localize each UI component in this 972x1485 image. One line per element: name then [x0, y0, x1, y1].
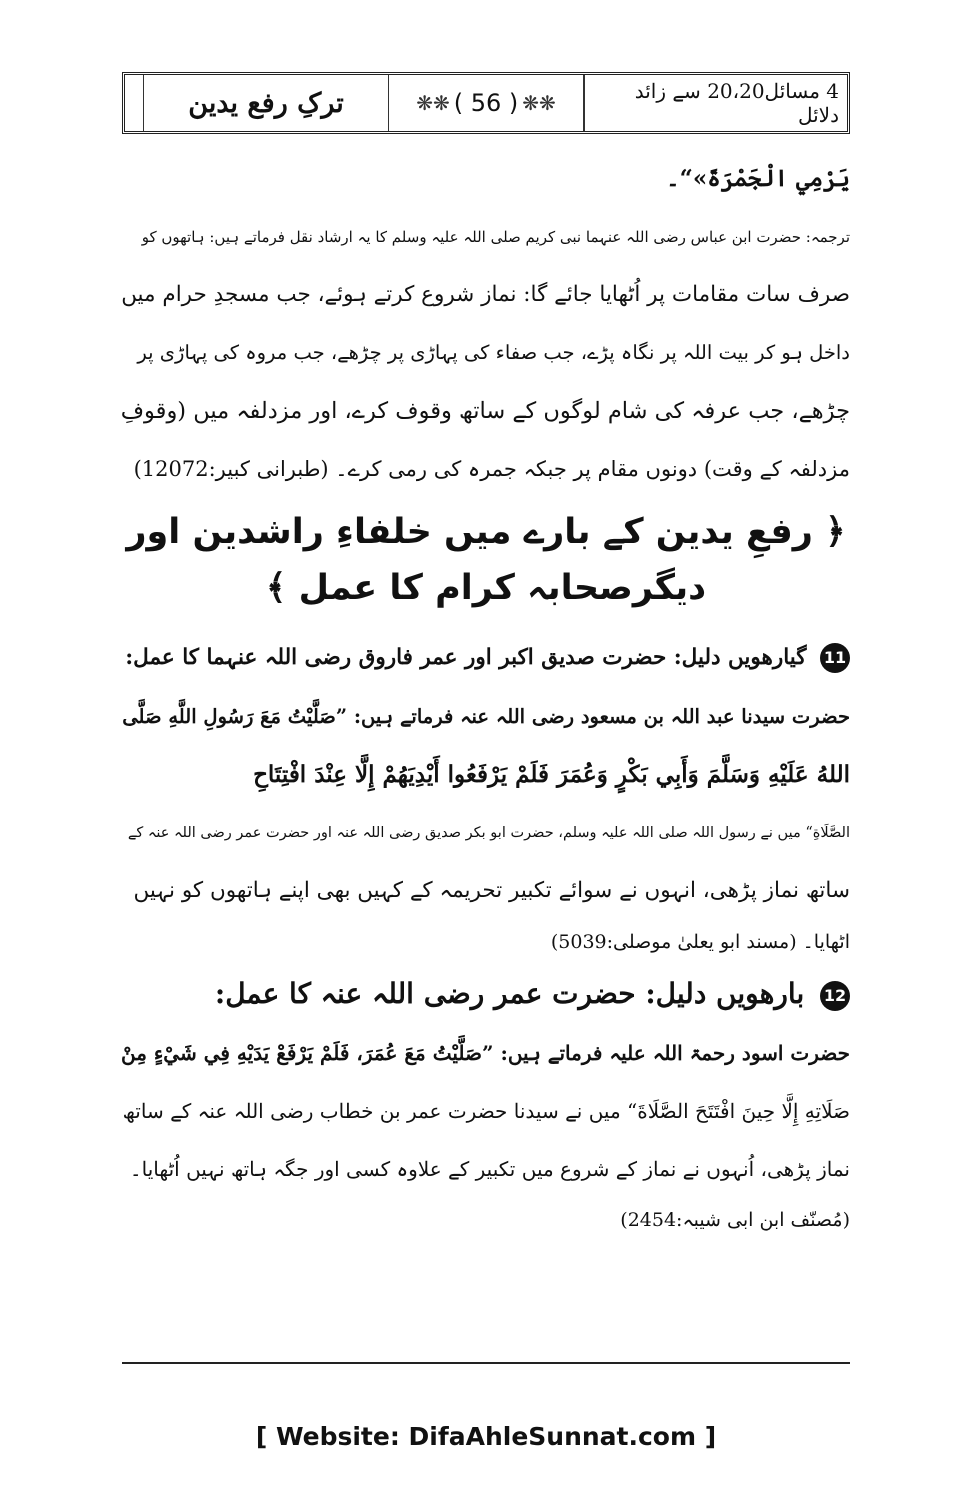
text-line: صرف سات مقامات پر اُٹھایا جائے گا: نماز شروع کرتے ہوئے، جب مسجدِ حرام میں	[121, 282, 850, 307]
reference: اٹھایا۔ (مسند ابو یعلیٰ موصلی:5039)	[550, 931, 850, 953]
page-header	[122, 72, 850, 134]
text-line: اللهُ عَلَيْهِ وَسَلَّمَ وَأَبِي بَكْرٍ وَعُمَرَ فَلَمْ يَرْفَعُوا أَيْدِيَهُمْ إِلَّا عِنْدَ افْتِتَاحِ	[253, 761, 850, 788]
section-heading-line: ﴿ رفعِ یدین کے بارے میں خلفاءِ راشدین اور	[126, 512, 846, 552]
text-line: حضرت اسود رحمۃ اللہ علیہ فرماتے ہیں: ”صَلَّيْتُ مَعَ عُمَرَ، فَلَمْ يَرْفَعْ يَدَيْهِ فِي شَيْءٍ مِنْ	[121, 1041, 850, 1065]
text-line: صَلَاتِهِ إِلَّا حِينَ افْتَتَحَ الصَّلَاةَ“ میں نے سیدنا حضرت عمر بن خطاب رضی اللہ عنہ کے ساتھ	[122, 1099, 850, 1123]
text-line: حضرت سیدنا عبد اللہ بن مسعود رضی اللہ عنہ فرماتے ہیں: ”صَلَّيْتُ مَعَ رَسُولِ اللَّهِ صَلَّى	[122, 705, 850, 728]
text-line: يَرْمِي الْجَمْرَةَ»“۔	[666, 165, 850, 192]
number-badge: 11	[820, 643, 850, 673]
section-heading-line: دیگرصحابہ کرام کا عمل ﴾	[265, 568, 707, 608]
text-line: ترجمہ: حضرت ابن عباس رضی اللہ عنہما نبی کریم صلی اللہ علیہ وسلم کا یہ ارشاد نقل فرماتے ہیں: ہاتھوں کو	[141, 228, 850, 246]
decorative-stars-icon: ❋❋	[522, 91, 556, 115]
page-number: ( 56 )	[453, 89, 519, 117]
page-number-box	[389, 75, 585, 131]
text-line: ساتھ نماز پڑھی، انہوں نے سوائے تکبیر تحریمہ کے کہیں بھی اپنے ہاتھوں کو نہیں	[133, 878, 850, 903]
website-footer: [ Website: DifaAhleSunnat.com ]	[255, 1422, 717, 1451]
sub-heading-11	[122, 628, 850, 688]
book-title: 4 مسائل20،20 سے زائد دلائل	[634, 79, 839, 127]
decorative-stars-icon: ❋❋	[416, 91, 450, 115]
reference: (مُصنّف ابن ابی شیبہ:2454)	[620, 1209, 850, 1231]
page-body	[122, 150, 850, 1242]
text-line: مزدلفہ کے وقت) دونوں مقام پر جبکہ جمرہ کی رمی کرے۔ (طبرانی کبیر:12072)	[133, 457, 850, 481]
section-heading	[122, 504, 850, 616]
number-badge: 12	[820, 981, 850, 1011]
text-line: نماز پڑھی، اُنہوں نے نماز کے شروع میں تکبیر کے علاوہ کسی اور جگہ ہاتھ نہیں اُٹھایا۔	[129, 1157, 850, 1181]
sub-heading-text: بارھویں دلیل: حضرت عمر رضی اللہ عنہ کا عمل:	[214, 977, 805, 1010]
text-line: داخل ہو کر بیت اللہ پر نگاہ پڑے، جب صفاء کی پہاڑی پر چڑھے، جب مروہ کی پہاڑی پر	[137, 341, 850, 364]
sub-heading-12	[122, 964, 850, 1024]
text-line: چڑھے، جب عرفہ کی شام لوگوں کے ساتھ وقوف کرے، اور مزدلفہ میں (وقوفِ	[120, 398, 850, 424]
bottom-divider	[122, 1362, 850, 1364]
text-line: الصَّلَاةِ“ میں نے رسول اللہ صلی اللہ علیہ وسلم، حضرت ابو بکر صدیق رضی اللہ عنہ اور حضرت عمر رضی اللہ عنہ کے	[127, 825, 850, 841]
chapter-title: ترکِ رفع یدین	[143, 75, 389, 131]
sub-heading-text: گیارھویں دلیل: حضرت صدیق اکبر اور عمر فاروق رضی اللہ عنہما کا عمل:	[125, 645, 807, 670]
